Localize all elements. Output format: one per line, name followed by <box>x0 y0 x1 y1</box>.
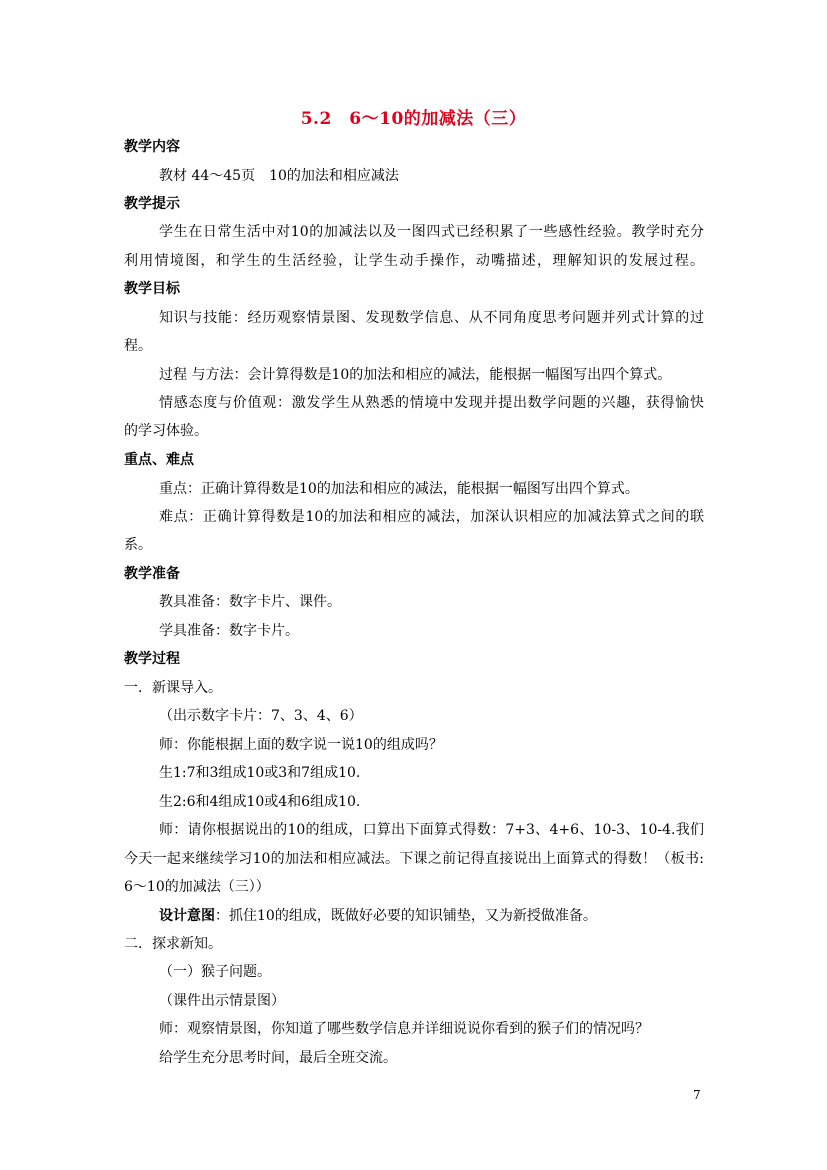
paragraph-goal3-line2: 的学习体验。 <box>124 423 208 439</box>
step1-teacher2-line2: 今天一起来继续学习10的加法和相应减法。下课之前记得直接说出上面算式的得数！（板书: <box>124 851 704 867</box>
step1-teacher-question: 师：你能根据上面的数字说一说10的组成吗？ <box>159 737 443 753</box>
step2-teacher-question: 师：观察情景图，你知道了哪些数学信息并详细说说你看到的猴子们的情况吗？ <box>159 1021 649 1037</box>
paragraph-hint-line2: 利用情境图，和学生的生活经验，让学生动手操作，动嘴描述，理解知识的发展过程。 <box>124 253 704 269</box>
paragraph-key-point: 重点：正确计算得数是10的加法和相应的减法，能根据一幅图写出四个算式。 <box>159 481 639 497</box>
heading-teaching-prep: 教学准备 <box>124 566 180 582</box>
step1-student1: 生1:7和3组成10或3和7组成10. <box>159 765 361 781</box>
step2-subheading: （一）猴子问题。 <box>159 964 271 980</box>
heading-key-points: 重点、难点 <box>124 452 194 468</box>
paragraph-prep-student: 学具准备：数字卡片。 <box>159 623 299 639</box>
design-intent <box>159 906 739 926</box>
heading-teaching-hint: 教学提示 <box>124 196 180 212</box>
design-intent-label: 设计意图 <box>159 908 215 924</box>
paragraph-goal2: 过程 与方法：会计算得数是10的加法和相应的减法，能根据一幅图写出四个算式。 <box>159 367 672 383</box>
paragraph-difficult-line2: 系。 <box>124 537 152 553</box>
heading-teaching-content: 教学内容 <box>124 139 180 155</box>
step2-heading: 二．探求新知。 <box>124 936 222 952</box>
heading-teaching-goals: 教学目标 <box>124 281 180 297</box>
paragraph-goal3-line1: 情感态度与价值观：激发学生从熟悉的情境中发现并提出数学问题的兴趣，获得愉快 <box>159 395 704 411</box>
paragraph-prep-teacher: 教具准备：数字卡片、课件。 <box>159 594 341 610</box>
paragraph-goal1-line1: 知识与技能：经历观察情景图、发现数学信息、从不同角度思考问题并列式计算的过 <box>159 310 704 326</box>
step2-think-time: 给学生充分思考时间，最后全班交流。 <box>159 1050 397 1066</box>
step1-teacher2-line3: 6～10的加减法（三）） <box>124 879 270 895</box>
paragraph-goal1-line2: 程。 <box>124 338 152 354</box>
heading-teaching-process: 教学过程 <box>124 651 180 667</box>
step2-show-scene: （课件出示情景图） <box>159 993 285 1009</box>
paragraph-content: 教材 44～45页 10的加法和相应减法 <box>159 168 399 184</box>
document-title: 5.2 6～10的加减法（三） <box>300 109 527 129</box>
step1-show-cards: （出示数字卡片：7、3、4、6） <box>159 708 363 724</box>
step1-student2: 生2:6和4组成10或4和6组成10. <box>159 794 361 810</box>
paragraph-hint-line1: 学生在日常生活中对10的加减法以及一图四式已经积累了一些感性经验。教学时充分 <box>159 224 704 240</box>
paragraph-difficult-line1: 难点：正确计算得数是10的加法和相应的减法，加深认识相应的加减法算式之间的联 <box>159 509 704 525</box>
design-intent-text: ：抓住10的组成，既做好必要的知识铺垫，又为新授做准备。 <box>215 908 597 924</box>
page-number: 7 <box>693 1088 701 1102</box>
step1-teacher2-line1: 师：请你根据说出的10的组成，口算出下面算式得数：7+3、4+6、10-3、10-4.我们 <box>159 822 704 838</box>
step1-heading: 一．新课导入。 <box>124 680 222 696</box>
